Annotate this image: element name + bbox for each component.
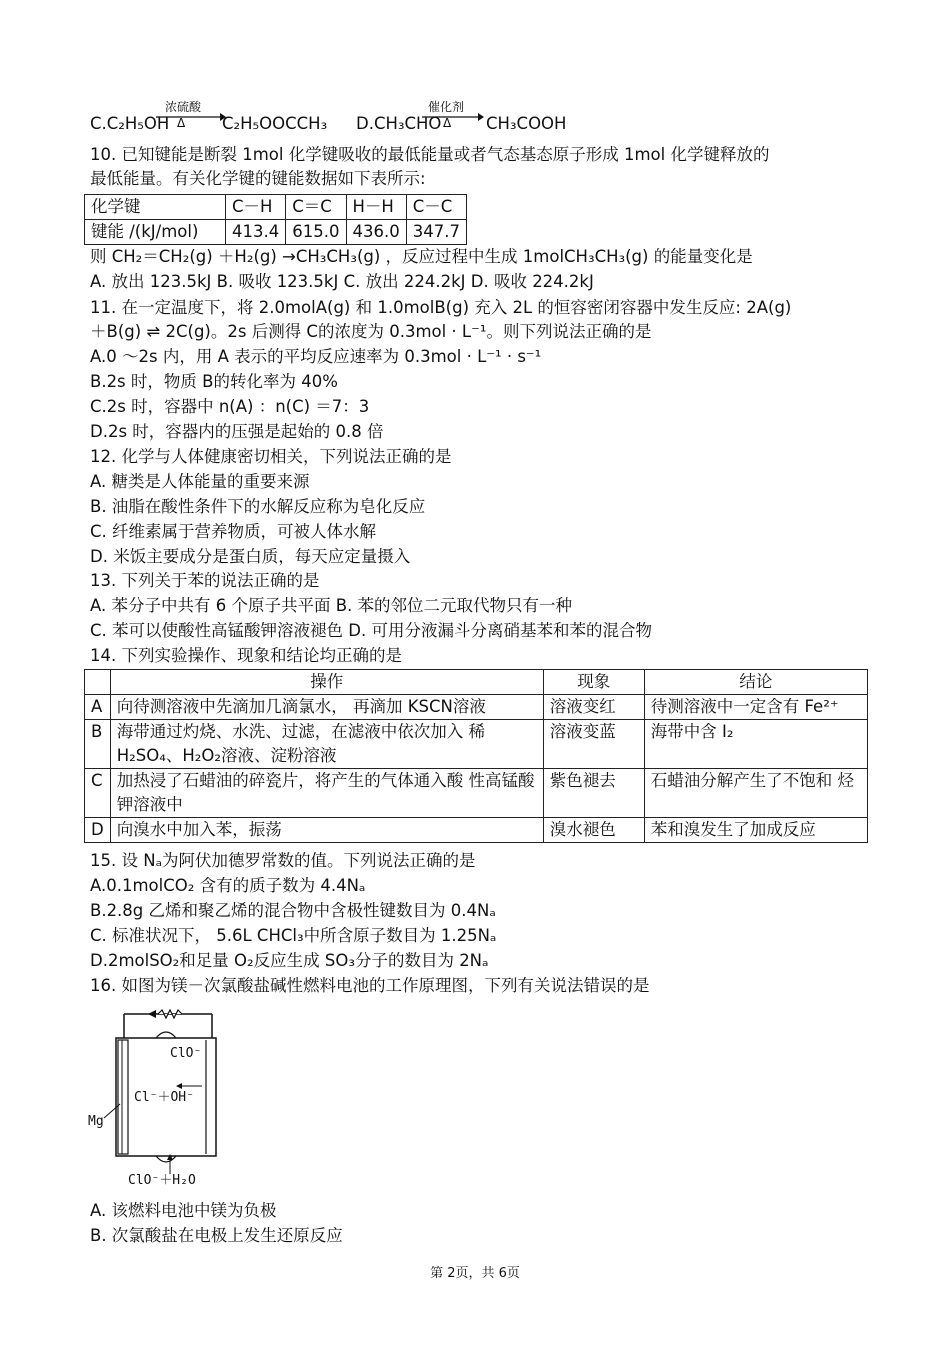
q13-options-cd: C. 苯可以使酸性高锰酸钾溶液褪色 D. 可用分液漏斗分离硝基苯和苯的混合物 <box>90 621 652 640</box>
diagram-label-cl-oh: Cl⁻＋OH⁻ <box>134 1090 194 1105</box>
q11-option-a: A.0 ～2s 内，用 A 表示的平均反应速率为 0.3mol · L⁻¹ · s⁻¹ <box>90 347 542 366</box>
option-c-arrow-condition: 浓硫酸 <box>165 100 202 114</box>
option-c-product: C₂H₅OOCCH₃ <box>222 114 328 133</box>
q10-stem-line3: 则 CH₂＝CH₂(g) ＋H₂(g) →CH₃CH₃(g) ，反应过程中生成 1molCH₃CH₃(g) 的能量变化是 <box>90 247 753 266</box>
q12-option-d: D. 米饭主要成分是蛋白质，每天应定量摄入 <box>90 547 411 566</box>
row-id-cell: C <box>85 769 111 818</box>
diagram-label-mg: Mg <box>88 1114 104 1129</box>
conclusion-cell: 石蜡油分解产生了不饱和 烃 <box>644 769 867 818</box>
table-cell: C－C <box>406 195 466 220</box>
option-d-arrow-heat: Δ <box>443 116 452 130</box>
table-row <box>85 818 868 843</box>
table-row <box>85 195 467 220</box>
q12-stem: 12. 化学与人体健康密切相关，下列说法正确的是 <box>90 447 452 466</box>
q12-option-c: C. 纤维素属于营养物质，可被人体水解 <box>90 522 377 541</box>
option-c-arrow-heat: Δ <box>177 116 186 130</box>
table-header-cell <box>85 670 111 695</box>
operation-cell: 向溴水中加入苯，振荡 <box>110 818 543 843</box>
table-cell: 436.0 <box>346 220 406 245</box>
page-footer: 第 2页，共 6页 <box>430 1266 520 1281</box>
table-cell: 347.7 <box>406 220 466 245</box>
operation-cell: 海带通过灼烧、水洗、过滤，在滤液中依次加入 稀 H₂SO₄、H₂O₂溶液、淀粉溶液 <box>110 720 543 769</box>
option-c-reactant: C.C₂H₅OH <box>90 114 170 133</box>
bond-energy-table <box>84 194 467 245</box>
q9-options-cd <box>90 98 690 138</box>
q13-options-ab: A. 苯分子中共有 6 个原子共平面 B. 苯的邻位二元取代物只有一种 <box>90 596 573 615</box>
q16-stem: 16. 如图为镁－次氯酸盐碱性燃料电池的工作原理图，下列有关说法错误的是 <box>90 976 650 995</box>
q15-option-c: C. 标准状况下， 5.6L CHCl₃中所含原子数目为 1.25Nₐ <box>90 926 497 945</box>
diagram-label-clo: ClO⁻ <box>170 1046 202 1061</box>
table-row <box>85 695 868 720</box>
row-id-cell: D <box>85 818 111 843</box>
reaction-arrow-icon <box>422 113 484 121</box>
conclusion-cell: 苯和溴发生了加成反应 <box>644 818 867 843</box>
phenomenon-cell: 溶液变蓝 <box>543 720 644 769</box>
option-d-arrow-condition: 催化剂 <box>428 100 465 114</box>
table-cell: C－H <box>226 195 286 220</box>
table-cell: 化学键 <box>85 195 226 220</box>
q15-option-b: B.2.8g 乙烯和聚乙烯的混合物中含极性键数目为 0.4Nₐ <box>90 901 496 920</box>
q14-stem: 14. 下列实验操作、现象和结论均正确的是 <box>90 646 402 665</box>
q16-option-b: B. 次氯酸盐在电极上发生还原反应 <box>90 1226 343 1245</box>
table-header-row <box>85 670 868 695</box>
q11-option-d: D.2s 时，容器内的压强是起始的 0.8 倍 <box>90 422 384 441</box>
q11-option-c: C.2s 时，容器中 n(A) ：n(C) ＝7：3 <box>90 397 370 416</box>
conclusion-cell: 海带中含 I₂ <box>644 720 867 769</box>
phenomenon-cell: 溶液变红 <box>543 695 644 720</box>
operation-cell: 向待测溶液中先滴加几滴氯水， 再滴加 KSCN溶液 <box>110 695 543 720</box>
row-id-cell: B <box>85 720 111 769</box>
q10-options: A. 放出 123.5kJ B. 吸收 123.5kJ C. 放出 224.2kJ D. 吸收 224.2kJ <box>90 272 594 291</box>
q15-option-a: A.0.1molCO₂ 含有的质子数为 4.4Nₐ <box>90 876 366 895</box>
q10-stem-line2: 最低能量。有关化学键的键能数据如下表所示: <box>90 169 426 188</box>
reaction-arrow-icon <box>156 113 226 121</box>
q11-stem-line2: ＋B(g) ⇌ 2C(g)。2s 后测得 C的浓度为 0.3mol · L⁻¹。则下列说法正确的是 <box>90 322 652 341</box>
table-cell: 615.0 <box>286 220 346 245</box>
table-header-cell: 现象 <box>543 670 644 695</box>
phenomenon-cell: 溴水褪色 <box>543 818 644 843</box>
q16-option-a: A. 该燃料电池中镁为负极 <box>90 1201 277 1220</box>
table-header-cell: 结论 <box>644 670 867 695</box>
table-cell: C＝C <box>286 195 346 220</box>
table-cell: H－H <box>346 195 406 220</box>
row-id-cell: A <box>85 695 111 720</box>
q10-stem-line1: 10. 已知键能是断裂 1mol 化学键吸收的最低能量或者气态基态原子形成 1mol 化学键释放的 <box>90 145 770 164</box>
q12-option-b: B. 油脂在酸性条件下的水解反应称为皂化反应 <box>90 497 426 516</box>
conclusion-cell: 待测溶液中一定含有 Fe²⁺ <box>644 695 867 720</box>
operation-cell: 加热浸了石蜡油的碎瓷片，将产生的气体通入酸 性高锰酸钾溶液中 <box>110 769 543 818</box>
option-d-product: CH₃COOH <box>486 114 567 133</box>
table-cell: 413.4 <box>226 220 286 245</box>
q15-option-d: D.2molSO₂和足量 O₂反应生成 SO₃分子的数目为 2Nₐ <box>90 951 489 970</box>
option-d-reactant: D.CH₃CHO <box>356 114 442 133</box>
experiment-table <box>84 669 868 843</box>
table-cell: 键能 /(kJ/mol) <box>85 220 226 245</box>
table-row <box>85 220 467 245</box>
q12-option-a: A. 糖类是人体能量的重要来源 <box>90 472 310 491</box>
table-row <box>85 720 868 769</box>
table-row <box>85 769 868 818</box>
q11-option-b: B.2s 时，物质 B的转化率为 40% <box>90 372 338 391</box>
q15-stem: 15. 设 Nₐ为阿伏加德罗常数的值。下列说法正确的是 <box>90 851 476 870</box>
q11-stem-line1: 11. 在一定温度下，将 2.0molA(g) 和 1.0molB(g) 充入 2L 的恒容密闭容器中发生反应: 2A(g) <box>90 298 792 317</box>
table-header-cell: 操作 <box>110 670 543 695</box>
q13-stem: 13. 下列关于苯的说法正确的是 <box>90 571 320 590</box>
diagram-label-clo-h2o: ClO⁻＋H₂O <box>128 1173 196 1188</box>
phenomenon-cell: 紫色褪去 <box>543 769 644 818</box>
